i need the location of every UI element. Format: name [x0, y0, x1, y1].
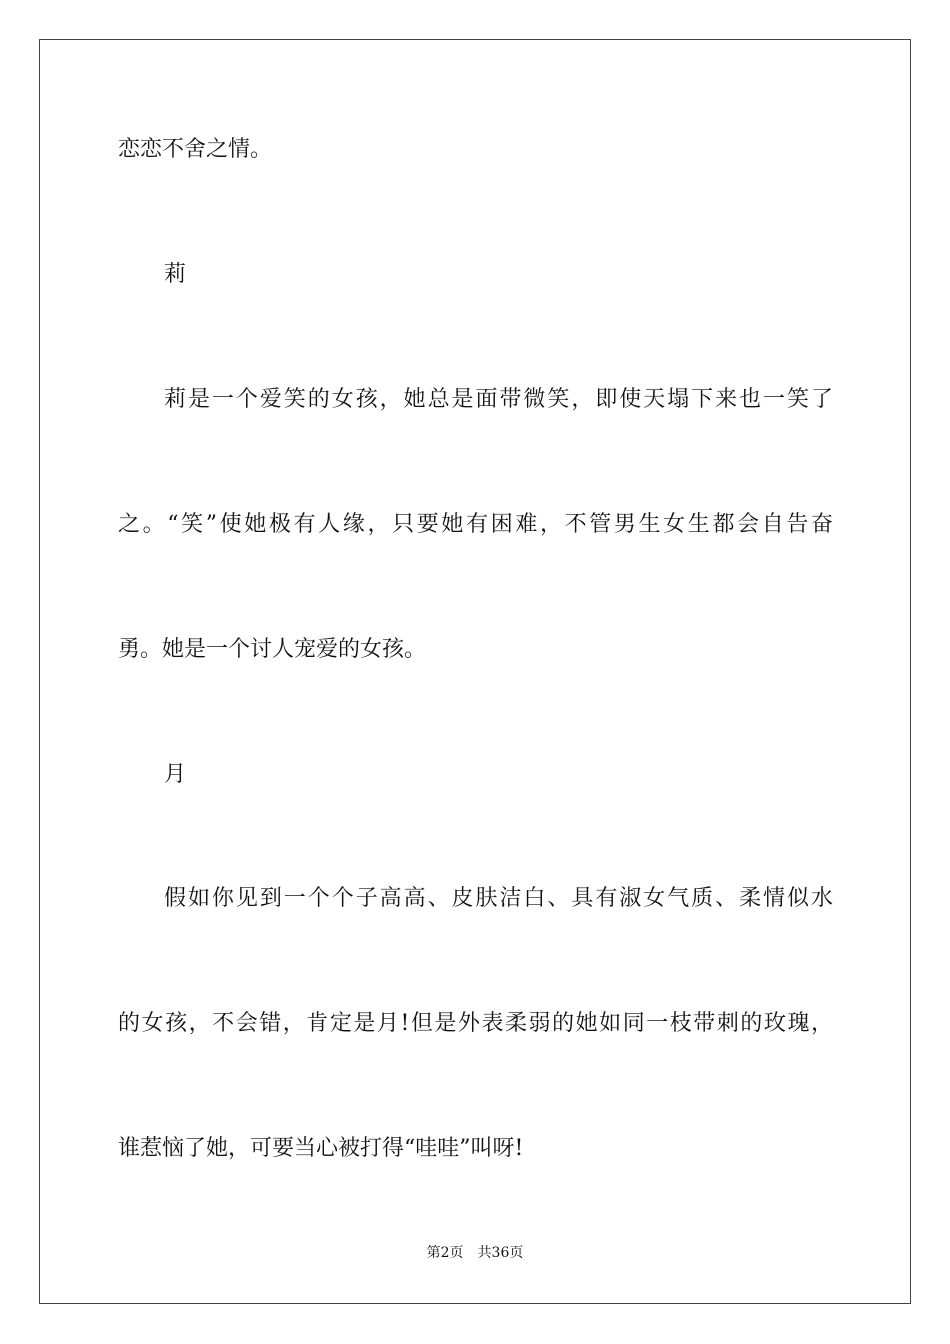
- text-line: 莉是一个爱笑的女孩，她总是面带微笑，即使天塌下来也一笑了: [164, 387, 833, 412]
- page-number-footer: 第2页 共36页: [426, 1245, 524, 1261]
- text-line: 勇。她是一个讨人宠爱的女孩。: [118, 637, 427, 662]
- text-line: 谁惹恼了她，可要当心被打得“哇哇”叫呀!: [118, 1136, 524, 1161]
- text-line: 假如你见到一个个子高高、皮肤洁白、具有淑女气质、柔情似水: [164, 886, 833, 911]
- section-heading: 月: [164, 762, 187, 787]
- text-line: 的女孩，不会错，肯定是月!但是外表柔弱的她如同一枝带刺的玫瑰，: [118, 1011, 833, 1036]
- text-line: 之。“笑”使她极有人缘，只要她有困难，不管男生女生都会自告奋: [118, 512, 833, 537]
- section-heading: 莉: [164, 262, 187, 287]
- page-frame: [39, 39, 911, 1304]
- text-line: 恋恋不舍之情。: [118, 137, 273, 162]
